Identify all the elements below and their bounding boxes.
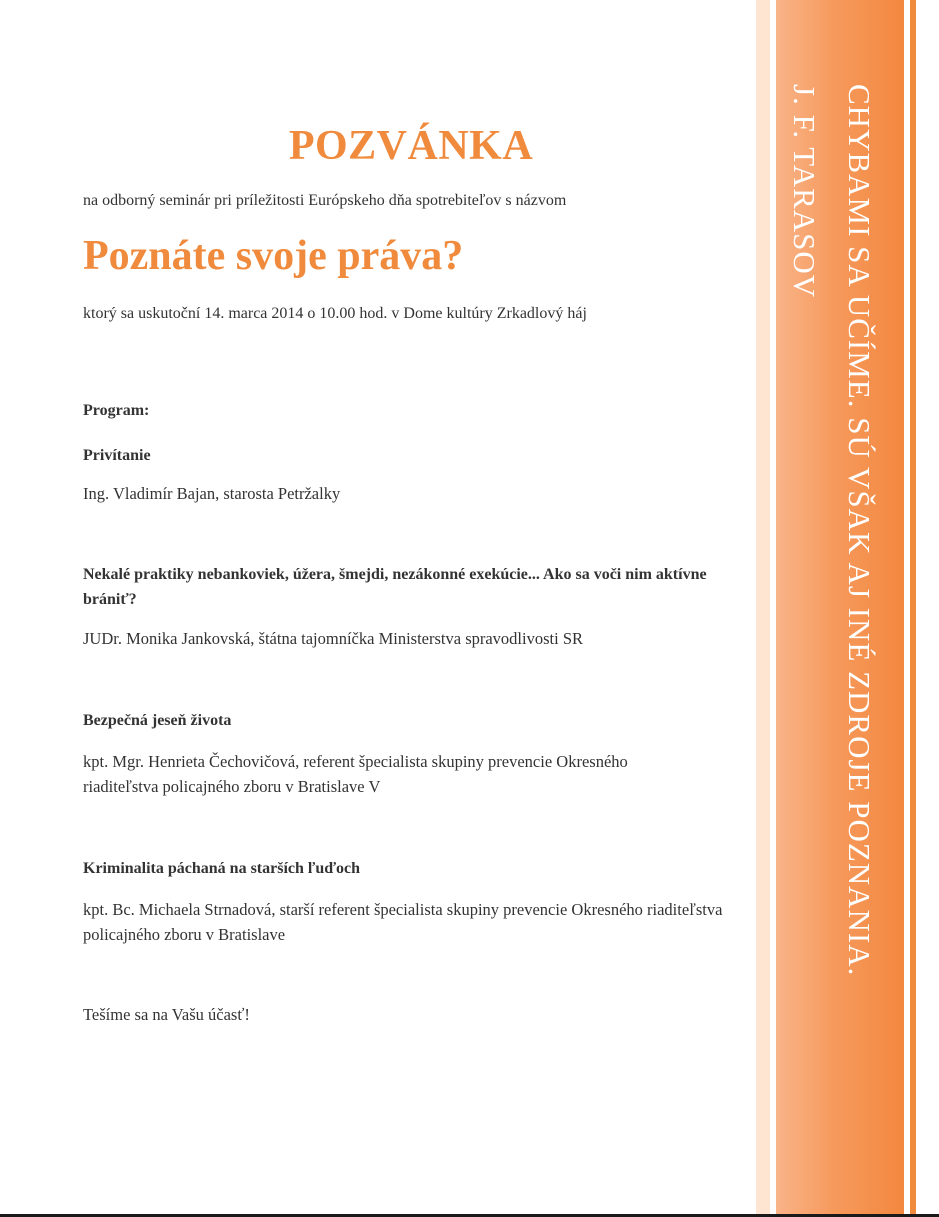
event-name: Poznáte svoje práva? [83, 233, 464, 279]
event-info: ktorý sa uskutoční 14. marca 2014 o 10.00 hod. v Dome kultúry Zrkadlový háj [83, 305, 587, 322]
program-item-speaker: Ing. Vladimír Bajan, starosta Petržalky [83, 484, 341, 503]
sidebar-stripe [756, 0, 770, 1217]
program-item-speaker: JUDr. Monika Jankovská, štátna tajomníčka Ministerstva spravodlivosti SR [83, 629, 583, 648]
program-item-title: Privítanie [83, 447, 151, 464]
program-item-title: Nekalé praktiky nebankoviek, úžera, šmejdi, nezákonné exekúcie... Ako sa voči nim aktívne brániť? [83, 566, 707, 608]
sidebar-edge-stripe [910, 0, 916, 1217]
sidebar-author: J. F. TARASOV [787, 84, 822, 299]
program-item-title: Kriminalita páchaná na starších ľuďoch [83, 860, 361, 877]
program-item-title: Bezpečná jeseň života [83, 712, 232, 729]
program-item-speaker: kpt. Mgr. Henrieta Čechovičová, referent špecialista skupiny prevencie Okresného riaditeľstva policajného zboru v Bratislave V [83, 752, 628, 796]
document-title: POZVÁNKA [288, 123, 534, 169]
document-subtitle: na odborný seminár pri príležitosti Európskeho dňa spotrebiteľov s názvom [83, 192, 567, 209]
quote-sidebar [756, 0, 924, 1217]
sidebar-quote: CHYBAMI SA UČÍME. SÚ VŠAK AJ INÉ ZDROJE POZNANIA. [842, 84, 877, 977]
program-label: Program: [83, 402, 150, 419]
closing-text: Tešíme sa na Vašu účasť! [83, 1005, 250, 1024]
program-item-speaker: kpt. Bc. Michaela Strnadová, starší referent špecialista skupiny prevencie Okresného riaditeľstva policajného zboru v Bratislave [83, 900, 723, 944]
